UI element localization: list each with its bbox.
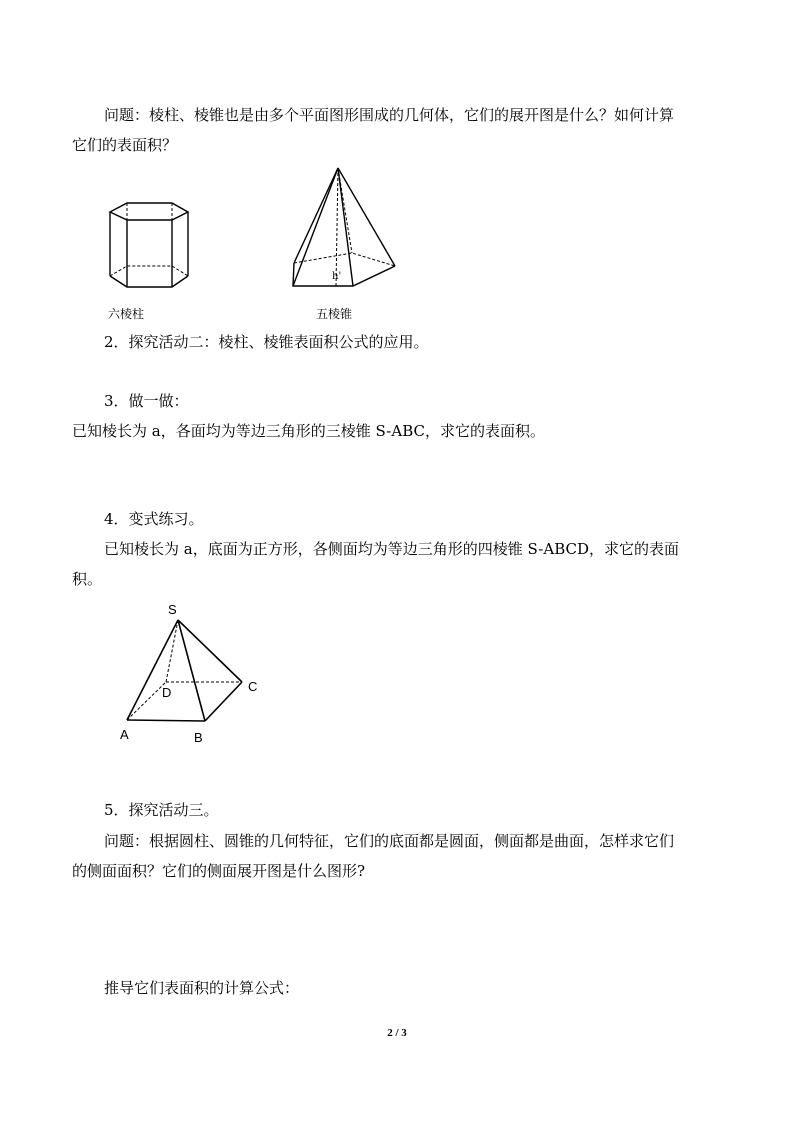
item-3-text: 已知棱长为 a，各面均为等边三角形的三棱锥 S-ABC，求它的表面积。: [72, 422, 545, 440]
item-5-heading: 5．探究活动三。: [104, 801, 219, 819]
hexagonal-prism-figure: [110, 203, 188, 287]
question-3-line-2: 的侧面面积？它们的侧面展开图是什么图形?: [72, 862, 366, 880]
vertex-label-s: S: [168, 602, 177, 617]
item-4-line-1: 已知棱长为 a，底面为正方形，各侧面均为等边三角形的四棱锥 S-ABCD，求它的表面: [104, 540, 680, 558]
vertex-label-c: C: [248, 679, 258, 694]
page-number: 2 / 3: [387, 1027, 407, 1039]
slant-height-label: h': [332, 271, 342, 282]
vertex-label-d: D: [162, 685, 172, 700]
item-4-heading: 4．变式练习。: [104, 510, 204, 528]
question-3-line-1: 问题：根据圆柱、圆锥的几何特征，它们的底面都是圆面，侧面都是曲面，怎样求它们: [104, 832, 675, 850]
item-4-line-2: 积。: [72, 570, 103, 588]
square-pyramid-figure: [127, 620, 242, 721]
pentagonal-pyramid-caption: 五棱锥: [316, 307, 353, 321]
pentagonal-pyramid-figure: [293, 168, 395, 286]
hexagonal-prism-caption: 六棱柱: [108, 307, 145, 321]
question-1-line-1: 问题：棱柱、棱锥也是由多个平面图形围成的几何体，它们的展开图是什么？如何计算: [104, 106, 675, 124]
vertex-label-a: A: [120, 727, 129, 742]
vertex-label-b: B: [194, 730, 203, 745]
item-3-heading: 3．做一做：: [104, 392, 189, 410]
derive-formula-prompt: 推导它们表面积的计算公式：: [104, 979, 300, 997]
question-1-line-2: 它们的表面积？: [72, 136, 178, 154]
item-2: 2．探究活动二：棱柱、棱锥表面积公式的应用。: [104, 333, 429, 351]
